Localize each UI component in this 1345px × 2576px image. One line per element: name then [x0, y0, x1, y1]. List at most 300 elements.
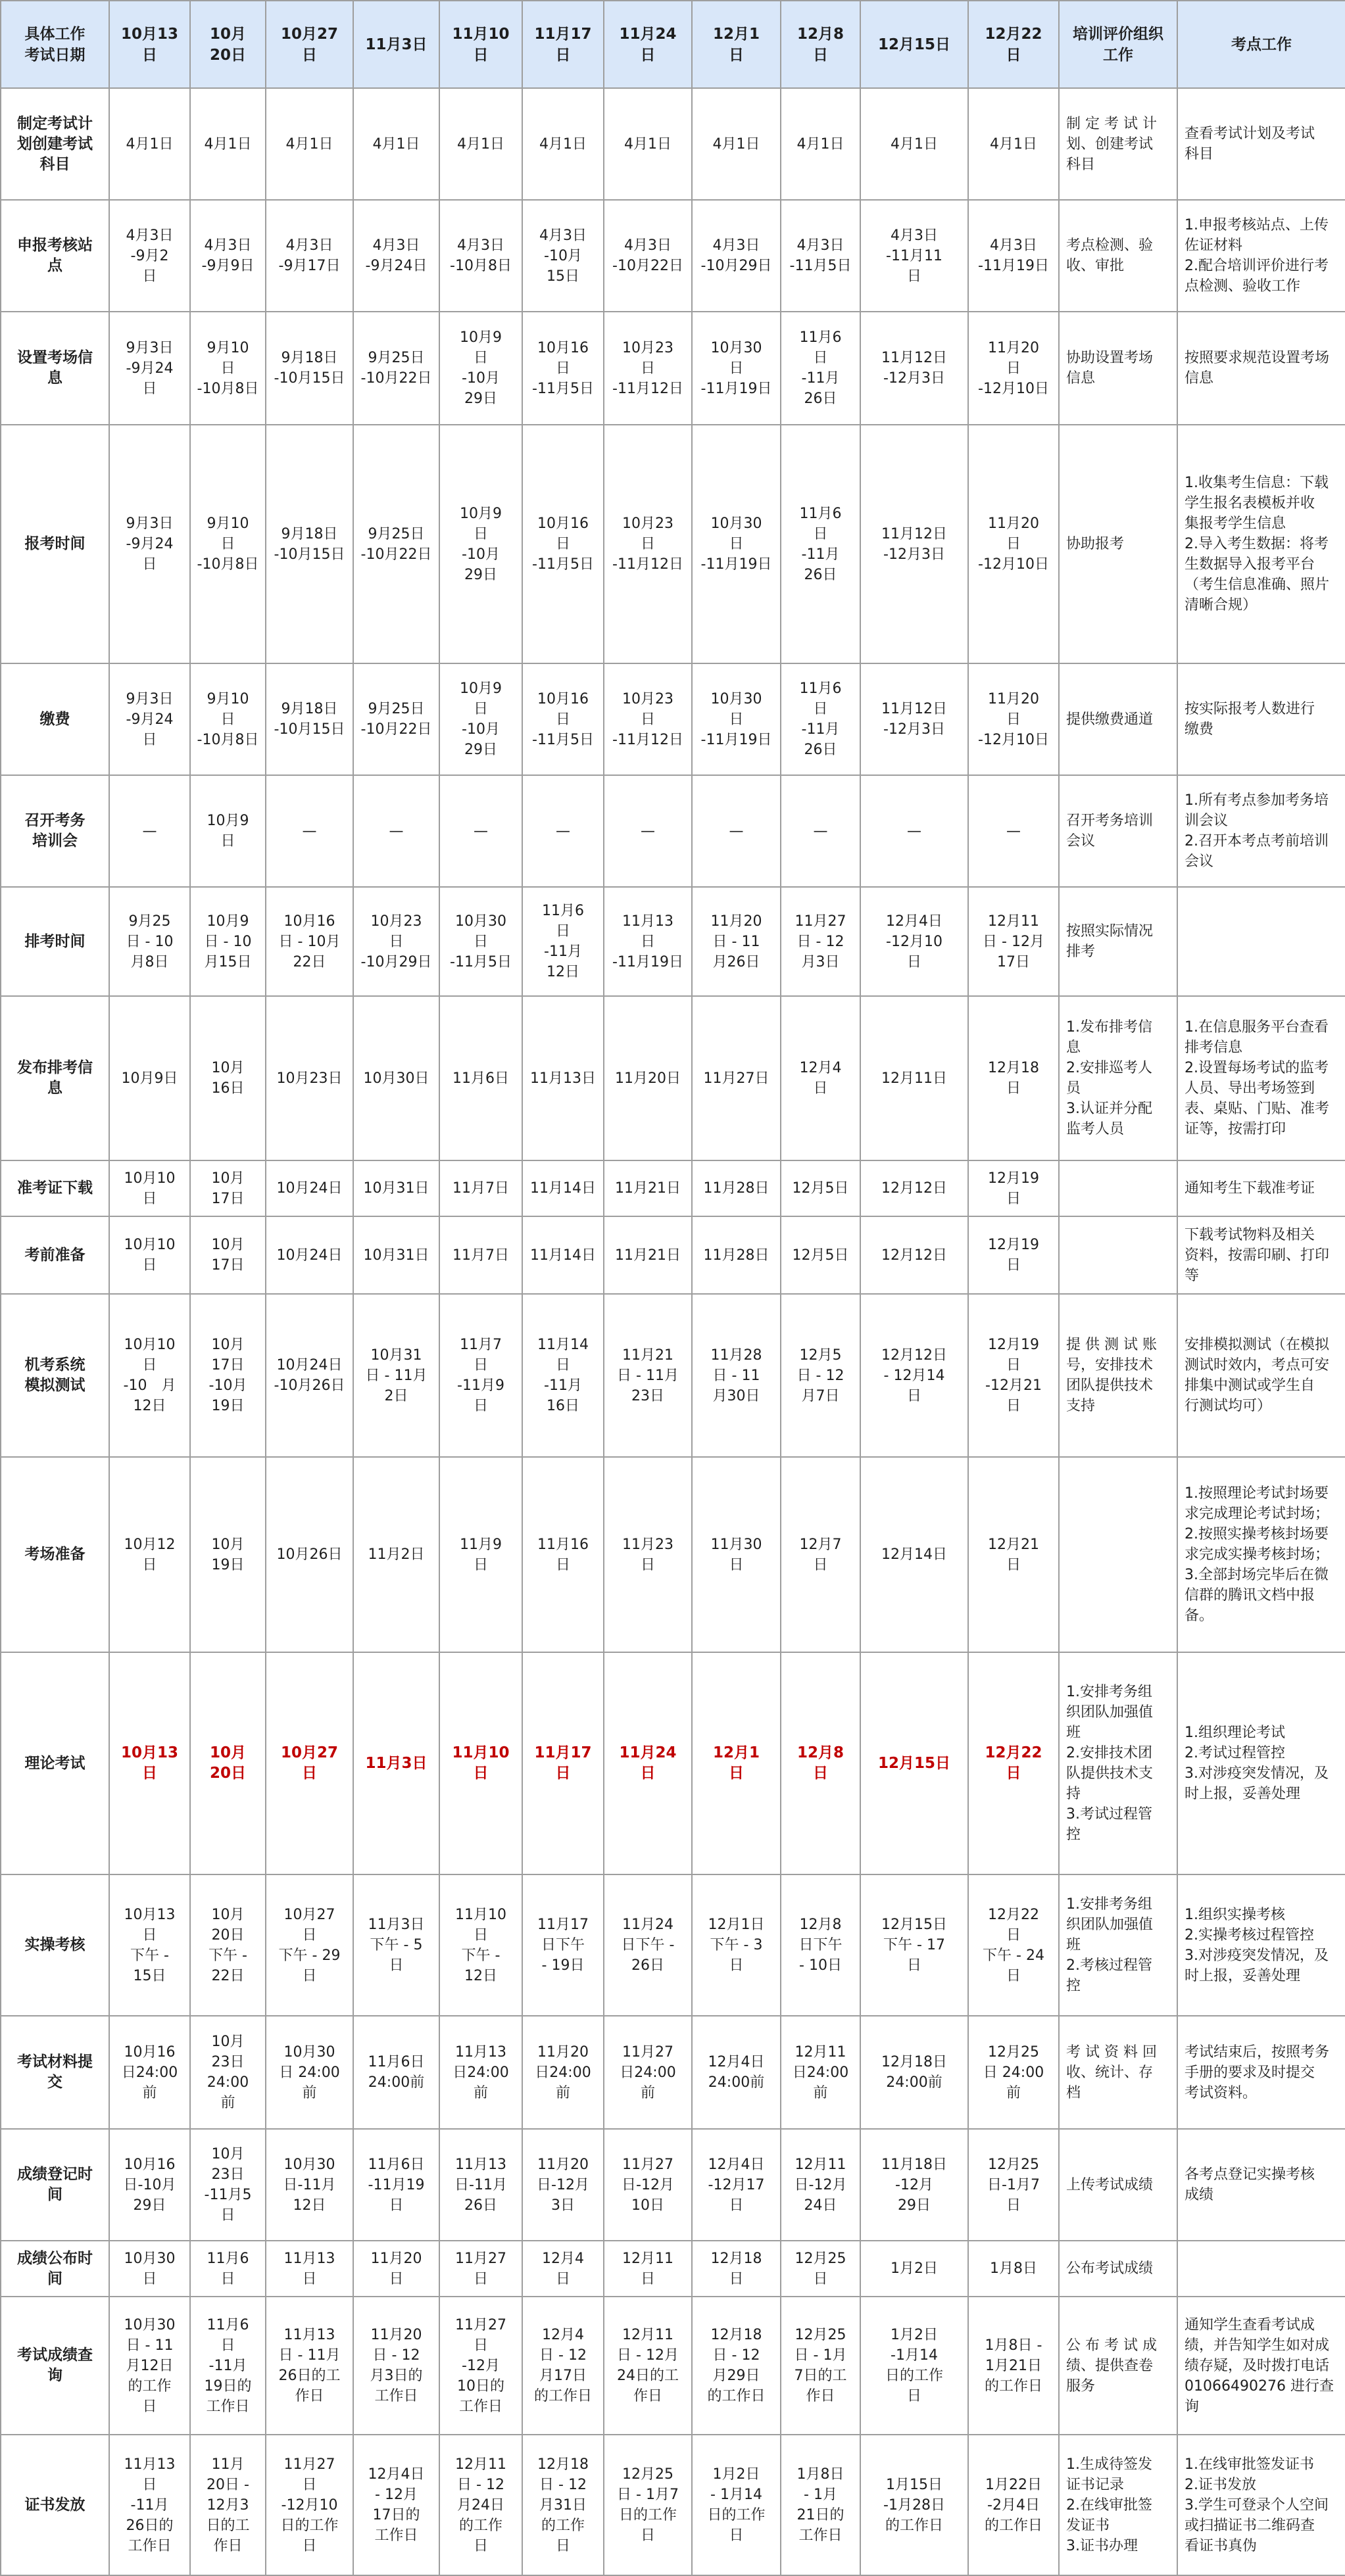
row-item-label: 考场准备 [1, 1457, 109, 1652]
date-cell: 11月20 日 -12月10日 [968, 663, 1059, 775]
date-cell: 12月22 日 下午 - 24 日 [968, 1874, 1059, 2016]
date-cell: 11月13 日24:00 前 [439, 2016, 522, 2129]
date-cell: 11月27 日24:00 前 [604, 2016, 692, 2129]
date-cell: 10月30 日 -11月19日 [692, 312, 781, 425]
date-cell: 11月13 日 [266, 2241, 353, 2297]
date-cell: 1月8日 [968, 2241, 1059, 2297]
date-cell: 12月21 日 [968, 1457, 1059, 1652]
date-cell: 10月 23日 -11月5 日 [190, 2129, 266, 2241]
row-item-label: 考前准备 [1, 1216, 109, 1294]
date-cell: 12月5日 [781, 1216, 860, 1294]
date-cell: 1月22日 -2月4日 的工作日 [968, 2435, 1059, 2575]
date-cell: 4月3日 -11月19日 [968, 200, 1059, 312]
org-work-cell: 协助报考 [1059, 425, 1177, 663]
org-work-cell [1059, 1457, 1177, 1652]
date-cell: 1月15日 -1月28日 的工作日 [860, 2435, 968, 2575]
date-cell: 11月6日 24:00前 [353, 2016, 439, 2129]
date-cell: 12月18 日 [692, 2241, 781, 2297]
exam-date-cell: 11月24 日 [604, 1652, 692, 1874]
date-cell: 12月18 日 - 12 月31日 的工作 日 [522, 2435, 604, 2575]
date-cell: — [353, 775, 439, 887]
date-cell: 4月3日 -11月11 日 [860, 200, 968, 312]
org-work-cell: 按照实际情况 排考 [1059, 887, 1177, 996]
date-cell: 11月28日 [692, 1160, 781, 1216]
row-item-label: 机考系统 模拟测试 [1, 1294, 109, 1457]
table-row [1, 887, 1345, 996]
date-cell: 10月23 日 -11月12日 [604, 425, 692, 663]
date-cell: 10月16 日24:00 前 [109, 2016, 190, 2129]
date-cell: 10月30 日 - 11 月12日 的工作 日 [109, 2297, 190, 2435]
row-item-label: 排考时间 [1, 887, 109, 996]
table-row [1, 1457, 1345, 1652]
date-cell: 12月11日 [860, 996, 968, 1160]
header-date: 11月3日 [353, 1, 439, 88]
table-row [1, 663, 1345, 775]
date-cell: 11月27 日 -12月 10日的 工作日 [439, 2297, 522, 2435]
date-cell: 11月7日 [439, 1160, 522, 1216]
date-cell: 12月25 日 24:00 前 [968, 2016, 1059, 2129]
date-cell: 11月12日 -12月3日 [860, 663, 968, 775]
date-cell: 10月23日 [266, 996, 353, 1160]
date-cell: 12月25 日-1月7 日 [968, 2129, 1059, 2241]
exam-date-cell: 12月8 日 [781, 1652, 860, 1874]
date-cell: 4月3日 -10月29日 [692, 200, 781, 312]
row-item-label: 缴费 [1, 663, 109, 775]
table-row [1, 1216, 1345, 1294]
date-cell: 11月20 日 -12月10日 [968, 312, 1059, 425]
date-cell: 1月2日 - 1月14 日的工作 日 [692, 2435, 781, 2575]
header-org: 培训评价组织 工作 [1059, 1, 1177, 88]
site-work-cell: 1.组织理论考试 2.考试过程管控 3.对涉疫突发情况，及 时上报，妥善处理 [1177, 1652, 1345, 1874]
date-cell: 10月9 日 [190, 775, 266, 887]
date-cell: 10月13 日 下午 - 15日 [109, 1874, 190, 2016]
date-cell: 4月3日 -9月9日 [190, 200, 266, 312]
date-cell: 10月16 日 -11月5日 [522, 663, 604, 775]
date-cell: — [439, 775, 522, 887]
date-cell: 4月3日 -10月22日 [604, 200, 692, 312]
site-work-cell: 考试结束后，按照考务 手册的要求及时提交 考试资料。 [1177, 2016, 1345, 2129]
date-cell: 4月1日 [109, 88, 190, 200]
site-work-cell: 按实际报考人数进行 缴费 [1177, 663, 1345, 775]
date-cell: 10月 17日 -10月 19日 [190, 1294, 266, 1457]
date-cell: 10月10 日 [109, 1216, 190, 1294]
date-cell: 11月9 日 [439, 1457, 522, 1652]
org-work-cell: 召开考务培训 会议 [1059, 775, 1177, 887]
date-cell: 10月24日 -10月26日 [266, 1294, 353, 1457]
date-cell: — [604, 775, 692, 887]
date-cell: 12月11 日 - 12月 24日的工 作日 [604, 2297, 692, 2435]
date-cell: — [692, 775, 781, 887]
exam-date-cell: 12月22 日 [968, 1652, 1059, 1874]
exam-date-cell: 11月3日 [353, 1652, 439, 1874]
table-row [1, 200, 1345, 312]
date-cell: 10月 20日 下午 - 22日 [190, 1874, 266, 2016]
date-cell: 11月20日 [604, 996, 692, 1160]
site-work-cell: 1.在信息服务平台查看 排考信息 2.设置每场考试的监考 人员、导出考场签到 表、桌贴、门贴、准考 证等，按需打印 [1177, 996, 1345, 1160]
date-cell: 11月12日 -12月3日 [860, 425, 968, 663]
date-cell: 4月1日 [522, 88, 604, 200]
header-date: 10月13 日 [109, 1, 190, 88]
date-cell: 11月6 日 [190, 2241, 266, 2297]
date-cell: 12月8 日下午 - 10日 [781, 1874, 860, 2016]
org-work-cell: 考 试 资 料 回 收、统计、存 档 [1059, 2016, 1177, 2129]
org-work-cell: 1.安排考务组 织团队加强值 班 2.考核过程管 控 [1059, 1874, 1177, 2016]
row-item-label: 成绩登记时 间 [1, 2129, 109, 2241]
date-cell: 11月7日 [439, 1216, 522, 1294]
date-cell: 9月3日 -9月24 日 [109, 425, 190, 663]
date-cell: 10月 17日 [190, 1216, 266, 1294]
table-row [1, 2297, 1345, 2435]
date-cell: 11月6 日 -11月 26日 [781, 312, 860, 425]
date-cell: 11月14日 [522, 1216, 604, 1294]
date-cell: 12月25 日 - 1月 7日的工 作日 [781, 2297, 860, 2435]
header-date: 11月10 日 [439, 1, 522, 88]
date-cell: 12月1日 下午 - 3 日 [692, 1874, 781, 2016]
date-cell: 12月11 日 [604, 2241, 692, 2297]
date-cell: 11月28日 [692, 1216, 781, 1294]
org-work-cell: 1.生成待签发 证书记录 2.在线审批签 发证书 3.证书办理 [1059, 2435, 1177, 2575]
date-cell: 4月3日 -9月17日 [266, 200, 353, 312]
date-cell: 12月4日 - 12月 17日的 工作日 [353, 2435, 439, 2575]
date-cell: 9月18日 -10月15日 [266, 312, 353, 425]
site-work-cell: 1.组织实操考核 2.实操考核过程管控 3.对涉疫突发情况，及 时上报，妥善处理 [1177, 1874, 1345, 2016]
date-cell: 11月13 日 - 11月 26日的工 作日 [266, 2297, 353, 2435]
date-cell: 10月9 日 -10月 29日 [439, 312, 522, 425]
date-cell: 12月19 日 -12月21 日 [968, 1294, 1059, 1457]
table-row [1, 312, 1345, 425]
row-item-label: 考试成绩查 询 [1, 2297, 109, 2435]
date-cell: 11月21日 [604, 1160, 692, 1216]
date-cell: 10月31日 [353, 1160, 439, 1216]
date-cell: 11月14日 [522, 1160, 604, 1216]
row-item-label: 设置考场信 息 [1, 312, 109, 425]
org-work-cell: 提 供 测 试 账 号，安排技术 团队提供技术 支持 [1059, 1294, 1177, 1457]
date-cell: — [522, 775, 604, 887]
date-cell: 11月28 日 - 11 月30日 [692, 1294, 781, 1457]
date-cell: 10月24日 [266, 1160, 353, 1216]
date-cell: 4月1日 [190, 88, 266, 200]
date-cell: 11月27 日-12月 10日 [604, 2129, 692, 2241]
date-cell: 12月15日 下午 - 17 日 [860, 1874, 968, 2016]
table-row [1, 1874, 1345, 2016]
date-cell: 12月11 日 - 12 月24日 的工作 日 [439, 2435, 522, 2575]
row-item-label: 证书发放 [1, 2435, 109, 2575]
date-cell: 9月10 日 -10月8日 [190, 663, 266, 775]
header-site: 考点工作 [1177, 1, 1345, 88]
date-cell: 11月6 日 -11月 26日 [781, 425, 860, 663]
date-cell: 10月9 日 - 10 月15日 [190, 887, 266, 996]
site-work-cell [1177, 2241, 1345, 2297]
row-item-label: 实操考核 [1, 1874, 109, 2016]
date-cell: 11月20 日 -12月10日 [968, 425, 1059, 663]
date-cell: 10月30 日 -11月5日 [439, 887, 522, 996]
date-cell: 10月10 日 -10 月 12日 [109, 1294, 190, 1457]
date-cell: 11月6日 -11月19 日 [353, 2129, 439, 2241]
site-work-cell: 1.所有考点参加考务培 训会议 2.召开本考点考前培训 会议 [1177, 775, 1345, 887]
org-work-cell: 考点检测、验 收、审批 [1059, 200, 1177, 312]
header-date: 11月17 日 [522, 1, 604, 88]
row-item-label: 申报考核站 点 [1, 200, 109, 312]
date-cell: 11月17 日下午 - 19日 [522, 1874, 604, 2016]
date-cell: 12月4 日 [781, 996, 860, 1160]
header-date: 12月1 日 [692, 1, 781, 88]
org-work-cell: 协助设置考场 信息 [1059, 312, 1177, 425]
date-cell: 10月 16日 [190, 996, 266, 1160]
date-cell: 4月1日 [781, 88, 860, 200]
date-cell: 10月16 日 -11月5日 [522, 425, 604, 663]
row-item-label: 准考证下载 [1, 1160, 109, 1216]
site-work-cell: 1.收集考生信息：下载 学生报名表模板并收 集报考学生信息 2.导入考生数据：将考 生数据导入报考平台 （考生信息准确、照片 清晰合规） [1177, 425, 1345, 663]
exam-date-cell: 11月17 日 [522, 1652, 604, 1874]
date-cell: 10月23 日 -11月12日 [604, 663, 692, 775]
date-cell: 9月25日 -10月22日 [353, 663, 439, 775]
date-cell: 10月30 日 [109, 2241, 190, 2297]
date-cell: 12月11 日 - 12月 17日 [968, 887, 1059, 996]
org-work-cell [1059, 1160, 1177, 1216]
table-row [1, 1160, 1345, 1216]
date-cell: 9月10 日 -10月8日 [190, 425, 266, 663]
date-cell: 4月1日 [604, 88, 692, 200]
date-cell: 12月18 日 - 12 月29日 的工作日 [692, 2297, 781, 2435]
date-cell: 9月18日 -10月15日 [266, 663, 353, 775]
header-date: 10月 20日 [190, 1, 266, 88]
date-cell: 11月27 日 - 12 月3日 [781, 887, 860, 996]
site-work-cell: 通知考生下载准考证 [1177, 1160, 1345, 1216]
date-cell: 11月27 日 [439, 2241, 522, 2297]
row-item-label: 报考时间 [1, 425, 109, 663]
header-date: 12月15日 [860, 1, 968, 88]
exam-date-cell: 12月1 日 [692, 1652, 781, 1874]
date-cell: 10月 17日 [190, 1160, 266, 1216]
date-cell: 10月31日 [353, 1216, 439, 1294]
date-cell: 10月24日 [266, 1216, 353, 1294]
date-cell: 12月12日 [860, 1160, 968, 1216]
site-work-cell: 1.按照理论考试封场要 求完成理论考试封场； 2.按照实操考核封场要 求完成实操考核封场； 3.全部封场完毕后在微 信群的腾讯文档中报 备。 [1177, 1457, 1345, 1652]
date-cell: 11月21 日 - 11月 23日 [604, 1294, 692, 1457]
date-cell: 11月6 日 -11月 26日 [781, 663, 860, 775]
date-cell: 11月20 日 - 12 月3日的 工作日 [353, 2297, 439, 2435]
date-cell: 12月25 日 [781, 2241, 860, 2297]
date-cell: 4月3日 -9月2 日 [109, 200, 190, 312]
date-cell: 11月20 日24:00 前 [522, 2016, 604, 2129]
exam-date-cell: 10月27 日 [266, 1652, 353, 1874]
date-cell: 11月24 日下午 - 26日 [604, 1874, 692, 2016]
date-cell: 12月4日 -12月17 日 [692, 2129, 781, 2241]
date-cell: 11月13 日-11月 26日 [439, 2129, 522, 2241]
site-work-cell [1177, 887, 1345, 996]
date-cell: 12月12日 [860, 1216, 968, 1294]
date-cell: 10月31 日 - 11月 2日 [353, 1294, 439, 1457]
date-cell: 10月16 日 - 10月 22日 [266, 887, 353, 996]
table-row [1, 425, 1345, 663]
date-cell: 9月3日 -9月24 日 [109, 312, 190, 425]
date-cell: 10月30 日 -11月19日 [692, 425, 781, 663]
exam-date-cell: 12月15日 [860, 1652, 968, 1874]
date-cell: 4月1日 [353, 88, 439, 200]
date-cell: 10月16 日-10月 29日 [109, 2129, 190, 2241]
date-cell: 11月6日 [439, 996, 522, 1160]
date-cell: 10月30 日 24:00 前 [266, 2016, 353, 2129]
table-row [1, 2016, 1345, 2129]
table-row [1, 1294, 1345, 1457]
row-item-label: 召开考务 培训会 [1, 775, 109, 887]
date-cell: 10月12 日 [109, 1457, 190, 1652]
date-cell: 4月3日 -11月5日 [781, 200, 860, 312]
date-cell: 10月23 日 -10月29日 [353, 887, 439, 996]
date-cell: 11月13 日 -11月 26日的 工作日 [109, 2435, 190, 2575]
date-cell: 4月1日 [266, 88, 353, 200]
date-cell: 11月10 日 下午 - 12日 [439, 1874, 522, 2016]
date-cell: 11月18日 -12月 29日 [860, 2129, 968, 2241]
table-row [1, 2129, 1345, 2241]
date-cell: 11月16 日 [522, 1457, 604, 1652]
date-cell: 12月12日 - 12月14 日 [860, 1294, 968, 1457]
site-work-cell: 按照要求规范设置考场 信息 [1177, 312, 1345, 425]
exam-date-cell: 10月 20日 [190, 1652, 266, 1874]
date-cell: 11月13 日 -11月19日 [604, 887, 692, 996]
site-work-cell: 1.申报考核站点、上传 佐证材料 2.配合培训评价进行考 点检测、验收工作 [1177, 200, 1345, 312]
date-cell: 10月 23日 24:00 前 [190, 2016, 266, 2129]
exam-date-cell: 10月13 日 [109, 1652, 190, 1874]
table-row [1, 996, 1345, 1160]
date-cell: 9月3日 -9月24 日 [109, 663, 190, 775]
table-row [1, 1652, 1345, 1874]
date-cell: 10月27 日 下午 - 29 日 [266, 1874, 353, 2016]
date-cell: 9月10 日 -10月8日 [190, 312, 266, 425]
date-cell: 11月30 日 [692, 1457, 781, 1652]
date-cell: 11月2日 [353, 1457, 439, 1652]
date-cell: 4月1日 [968, 88, 1059, 200]
row-item-label: 成绩公布时 间 [1, 2241, 109, 2297]
date-cell: 11月6 日 -11月 19日的 工作日 [190, 2297, 266, 2435]
date-cell: 11月20 日 - 11 月26日 [692, 887, 781, 996]
org-work-cell [1059, 1216, 1177, 1294]
date-cell: 11月27 日 -12月10 日的工作 日 [266, 2435, 353, 2575]
date-cell: 11月13日 [522, 996, 604, 1160]
date-cell: 1月2日 -1月14 日的工作 日 [860, 2297, 968, 2435]
org-work-cell: 提供缴费通道 [1059, 663, 1177, 775]
site-work-cell: 安排模拟测试（在模拟 测试时效内，考点可安 排集中测试或学生自 行测试均可） [1177, 1294, 1345, 1457]
header-date: 11月24 日 [604, 1, 692, 88]
row-item-label: 制定考试计 划创建考试 科目 [1, 88, 109, 200]
site-work-cell: 查看考试计划及考试 科目 [1177, 88, 1345, 200]
date-cell: 9月18日 -10月15日 [266, 425, 353, 663]
date-cell: 11月20 日 [353, 2241, 439, 2297]
date-cell: 12月25 日 - 1月7 日的工作 日 [604, 2435, 692, 2575]
date-cell: 12月4日 24:00前 [692, 2016, 781, 2129]
schedule-body [1, 88, 1345, 2575]
table-row [1, 88, 1345, 200]
org-work-cell: 上传考试成绩 [1059, 2129, 1177, 2241]
table-row [1, 2241, 1345, 2297]
org-work-cell: 公布考试成绩 [1059, 2241, 1177, 2297]
date-cell: 12月4日 -12月10 日 [860, 887, 968, 996]
date-cell: 11月7 日 -11月9 日 [439, 1294, 522, 1457]
date-cell: 4月1日 [692, 88, 781, 200]
date-cell: 11月14 日 -11月 16日 [522, 1294, 604, 1457]
date-cell: 11月3日 下午 - 5 日 [353, 1874, 439, 2016]
date-cell: 11月 20日 - 12月3 日的工 作日 [190, 2435, 266, 2575]
date-cell: 12月19 日 [968, 1160, 1059, 1216]
date-cell: 12月4 日 [522, 2241, 604, 2297]
date-cell: 12月5日 [781, 1160, 860, 1216]
date-cell: — [109, 775, 190, 887]
date-cell: 11月6 日 -11月 12日 [522, 887, 604, 996]
date-cell: 10月26日 [266, 1457, 353, 1652]
row-item-label: 理论考试 [1, 1652, 109, 1874]
date-cell: 11月27日 [692, 996, 781, 1160]
date-cell: 12月18 日 [968, 996, 1059, 1160]
header-date: 12月22 日 [968, 1, 1059, 88]
date-cell: 10月30日 [353, 996, 439, 1160]
row-item-label: 发布排考信 息 [1, 996, 109, 1160]
table-row [1, 775, 1345, 887]
exam-date-cell: 11月10 日 [439, 1652, 522, 1874]
date-cell: 9月25 日 - 10 月8日 [109, 887, 190, 996]
date-cell: 4月3日 -10月8日 [439, 200, 522, 312]
site-work-cell: 1.在线审批签发证书 2.证书发放 3.学生可登录个人空间 或扫描证书二维码查 看证书真伪 [1177, 2435, 1345, 2575]
date-cell: 11月12日 -12月3日 [860, 312, 968, 425]
date-cell: 9月25日 -10月22日 [353, 312, 439, 425]
date-cell: 12月18日 24:00前 [860, 2016, 968, 2129]
org-work-cell: 公 布 考 试 成 绩、提供查卷 服务 [1059, 2297, 1177, 2435]
date-cell: 10月9日 [109, 996, 190, 1160]
site-work-cell: 下载考试物料及相关 资料，按需印刷、打印 等 [1177, 1216, 1345, 1294]
table-row [1, 2435, 1345, 2575]
date-cell: 1月8日 - 1月 21日的 工作日 [781, 2435, 860, 2575]
date-cell: 12月14日 [860, 1457, 968, 1652]
header-row [1, 1, 1345, 88]
date-cell: — [266, 775, 353, 887]
date-cell: 1月8日 - 1月21日 的工作日 [968, 2297, 1059, 2435]
date-cell: 4月3日 -9月24日 [353, 200, 439, 312]
date-cell: 12月7 日 [781, 1457, 860, 1652]
date-cell: 10月30 日-11月 12日 [266, 2129, 353, 2241]
date-cell: 12月4 日 - 12 月17日 的工作日 [522, 2297, 604, 2435]
date-cell: 4月1日 [439, 88, 522, 200]
date-cell: 9月25日 -10月22日 [353, 425, 439, 663]
date-cell: 12月11 日-12月 24日 [781, 2129, 860, 2241]
header-date: 10月27 日 [266, 1, 353, 88]
org-work-cell: 1.安排考务组 织团队加强值 班 2.安排技术团 队提供技术支 持 3.考试过程管 控 [1059, 1652, 1177, 1874]
date-cell: 12月5 日 - 12 月7日 [781, 1294, 860, 1457]
date-cell: 10月23 日 -11月12日 [604, 312, 692, 425]
org-work-cell: 制 定 考 试 计 划、创建考试 科目 [1059, 88, 1177, 200]
date-cell: 12月11 日24:00 前 [781, 2016, 860, 2129]
date-cell: — [968, 775, 1059, 887]
date-cell: 10月16 日 -11月5日 [522, 312, 604, 425]
date-cell: 4月1日 [860, 88, 968, 200]
date-cell: 10月9 日 -10月 29日 [439, 425, 522, 663]
date-cell: 10月 19日 [190, 1457, 266, 1652]
date-cell: — [860, 775, 968, 887]
header-item: 具体工作 考试日期 [1, 1, 109, 88]
site-work-cell: 通知学生查看考试成 绩，并告知学生如对成 绩存疑，及时拨打电话 01066490276 进行查 询 [1177, 2297, 1345, 2435]
date-cell: 4月3日 -10月 15日 [522, 200, 604, 312]
date-cell: 11月20 日-12月 3日 [522, 2129, 604, 2241]
date-cell: 10月9 日 -10月 29日 [439, 663, 522, 775]
date-cell: 11月23 日 [604, 1457, 692, 1652]
site-work-cell: 各考点登记实操考核 成绩 [1177, 2129, 1345, 2241]
org-work-cell: 1.发布排考信 息 2.安排巡考人 员 3.认证并分配 监考人员 [1059, 996, 1177, 1160]
date-cell: 1月2日 [860, 2241, 968, 2297]
row-item-label: 考试材料提 交 [1, 2016, 109, 2129]
date-cell: — [781, 775, 860, 887]
date-cell: 10月30 日 -11月19日 [692, 663, 781, 775]
date-cell: 11月21日 [604, 1216, 692, 1294]
header-date: 12月8 日 [781, 1, 860, 88]
date-cell: 10月10 日 [109, 1160, 190, 1216]
